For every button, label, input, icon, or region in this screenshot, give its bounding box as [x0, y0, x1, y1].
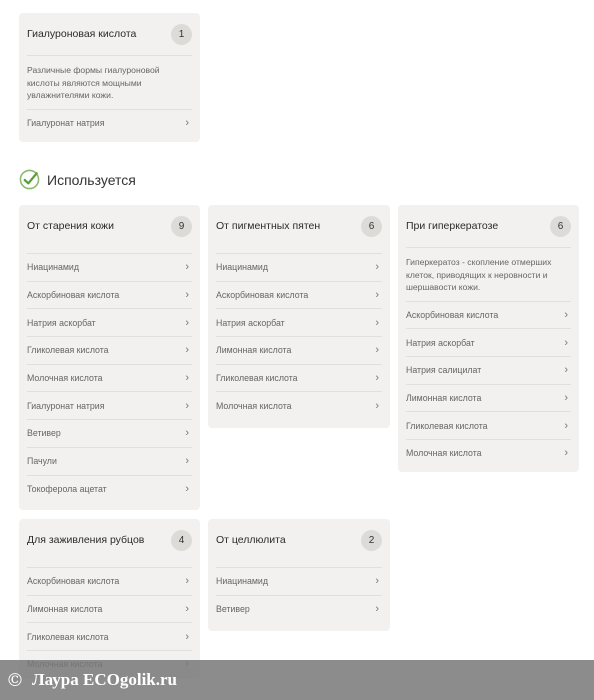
- count-badge: 6: [361, 216, 382, 237]
- list-item[interactable]: [27, 109, 192, 137]
- list-item[interactable]: [406, 356, 571, 384]
- item-label: Гликолевая кислота: [406, 420, 488, 431]
- item-label: Гликолевая кислота: [216, 373, 298, 384]
- usage-card-scar-healing: [19, 519, 200, 679]
- card-header: [406, 205, 571, 247]
- list-item[interactable]: [27, 308, 192, 336]
- item-label: Лимонная кислота: [27, 604, 103, 615]
- list-item[interactable]: [27, 253, 192, 281]
- chevron-right-icon: ›: [564, 364, 568, 377]
- item-label: Гиалуронат натрия: [27, 117, 105, 128]
- chevron-right-icon: ›: [564, 447, 568, 460]
- list-item[interactable]: [27, 622, 192, 650]
- item-label: Гликолевая кислота: [27, 345, 109, 356]
- chevron-right-icon: ›: [564, 419, 568, 432]
- list-item[interactable]: [27, 391, 192, 419]
- chevron-right-icon: ›: [375, 372, 379, 385]
- list-item[interactable]: [27, 336, 192, 364]
- chevron-right-icon: ›: [185, 427, 189, 440]
- item-label: Аскорбиновая кислота: [27, 290, 120, 301]
- count-badge: 6: [550, 216, 571, 237]
- chevron-right-icon: ›: [185, 372, 189, 385]
- count-badge: 9: [171, 216, 192, 237]
- card-title: Гиалуроновая кислота: [27, 28, 137, 40]
- chevron-right-icon: ›: [185, 316, 189, 329]
- chevron-right-icon: ›: [185, 603, 189, 616]
- card-title: От старения кожи: [27, 220, 114, 232]
- item-label: Молочная кислота: [27, 373, 103, 384]
- list-item[interactable]: [216, 567, 382, 595]
- list-item[interactable]: [406, 301, 571, 329]
- card-description: Гиперкератоз - скопление отмерших клеток, приводящих к неровности и шершавости кожи.: [406, 247, 571, 301]
- usage-card-pigmentation: [208, 205, 390, 428]
- item-label: Ниацинамид: [27, 262, 79, 273]
- list-item[interactable]: [406, 328, 571, 356]
- card-title: От пигментных пятен: [216, 220, 321, 232]
- list-item[interactable]: [406, 439, 571, 467]
- chevron-right-icon: ›: [375, 261, 379, 274]
- item-label: Аскорбиновая кислота: [27, 576, 120, 587]
- item-label: Натрия аскорбат: [406, 337, 475, 348]
- usage-card-cellulite: [208, 519, 390, 631]
- usage-card-anti-aging: [19, 205, 200, 510]
- chevron-right-icon: ›: [185, 116, 189, 129]
- list-item[interactable]: [406, 384, 571, 412]
- chevron-right-icon: ›: [185, 289, 189, 302]
- card-description: Различные формы гиалуроновой кислоты являются мощными увлажнителями кожи.: [27, 55, 192, 109]
- item-label: Ниацинамид: [216, 262, 268, 273]
- list-item[interactable]: [216, 253, 382, 281]
- item-label: Ветивер: [27, 428, 61, 439]
- chevron-right-icon: ›: [185, 261, 189, 274]
- chevron-right-icon: ›: [375, 316, 379, 329]
- chevron-right-icon: ›: [185, 455, 189, 468]
- usage-card-hyperkeratosis: [398, 205, 579, 472]
- chevron-right-icon: ›: [375, 603, 379, 616]
- section-title: Используется: [47, 171, 136, 188]
- item-label: Токоферола ацетат: [27, 483, 107, 494]
- item-label: Молочная кислота: [406, 448, 482, 459]
- item-label: Молочная кислота: [216, 400, 292, 411]
- list-item[interactable]: [27, 475, 192, 503]
- item-label: Лимонная кислота: [216, 345, 292, 356]
- list-item[interactable]: [27, 567, 192, 595]
- list-item[interactable]: [406, 411, 571, 439]
- check-circle-icon: [19, 169, 40, 190]
- card-title: При гиперкератозе: [406, 220, 499, 232]
- item-label: Натрия салицилат: [406, 365, 482, 376]
- list-item[interactable]: [216, 364, 382, 392]
- chevron-right-icon: ›: [185, 399, 189, 412]
- ingredient-card-hyaluronic-acid: [19, 13, 200, 142]
- item-label: Натрия аскорбат: [27, 317, 96, 328]
- list-item[interactable]: [216, 391, 382, 419]
- chevron-right-icon: ›: [564, 308, 568, 321]
- chevron-right-icon: ›: [375, 289, 379, 302]
- list-item[interactable]: [27, 364, 192, 392]
- item-label: Пачули: [27, 456, 57, 467]
- watermark-bar: [0, 660, 594, 700]
- count-badge: 1: [171, 24, 192, 45]
- list-item[interactable]: [216, 281, 382, 309]
- copyright-icon: ©: [6, 669, 24, 691]
- chevron-right-icon: ›: [564, 336, 568, 349]
- chevron-right-icon: ›: [375, 399, 379, 412]
- chevron-right-icon: ›: [185, 344, 189, 357]
- item-label: Гликолевая кислота: [27, 631, 109, 642]
- item-label: Гиалуронат натрия: [27, 400, 105, 411]
- card-title: От целлюлита: [216, 534, 286, 546]
- item-label: Ниацинамид: [216, 576, 268, 587]
- list-item[interactable]: [27, 595, 192, 623]
- item-label: Аскорбиновая кислота: [216, 290, 309, 301]
- card-header: [27, 205, 192, 247]
- list-item[interactable]: [27, 281, 192, 309]
- item-label: Лимонная кислота: [406, 392, 482, 403]
- card-header: [27, 519, 192, 561]
- item-label: Ветивер: [216, 604, 250, 615]
- list-item[interactable]: [27, 419, 192, 447]
- chevron-right-icon: ›: [185, 482, 189, 495]
- card-header: [216, 519, 382, 561]
- chevron-right-icon: ›: [375, 344, 379, 357]
- count-badge: 4: [171, 530, 192, 551]
- chevron-right-icon: ›: [375, 575, 379, 588]
- list-item[interactable]: [27, 447, 192, 475]
- watermark-text: Лаура ECOgolik.ru: [32, 670, 177, 689]
- list-item[interactable]: [216, 595, 382, 623]
- card-header: [216, 205, 382, 247]
- count-badge: 2: [361, 530, 382, 551]
- chevron-right-icon: ›: [185, 575, 189, 588]
- item-label: Натрия аскорбат: [216, 317, 285, 328]
- card-title: Для заживления рубцов: [27, 534, 145, 546]
- list-item[interactable]: [216, 308, 382, 336]
- chevron-right-icon: ›: [564, 391, 568, 404]
- chevron-right-icon: ›: [185, 630, 189, 643]
- card-header: [27, 13, 192, 55]
- list-item[interactable]: [216, 336, 382, 364]
- section-heading-used: [19, 169, 136, 190]
- item-label: Аскорбиновая кислота: [406, 309, 499, 320]
